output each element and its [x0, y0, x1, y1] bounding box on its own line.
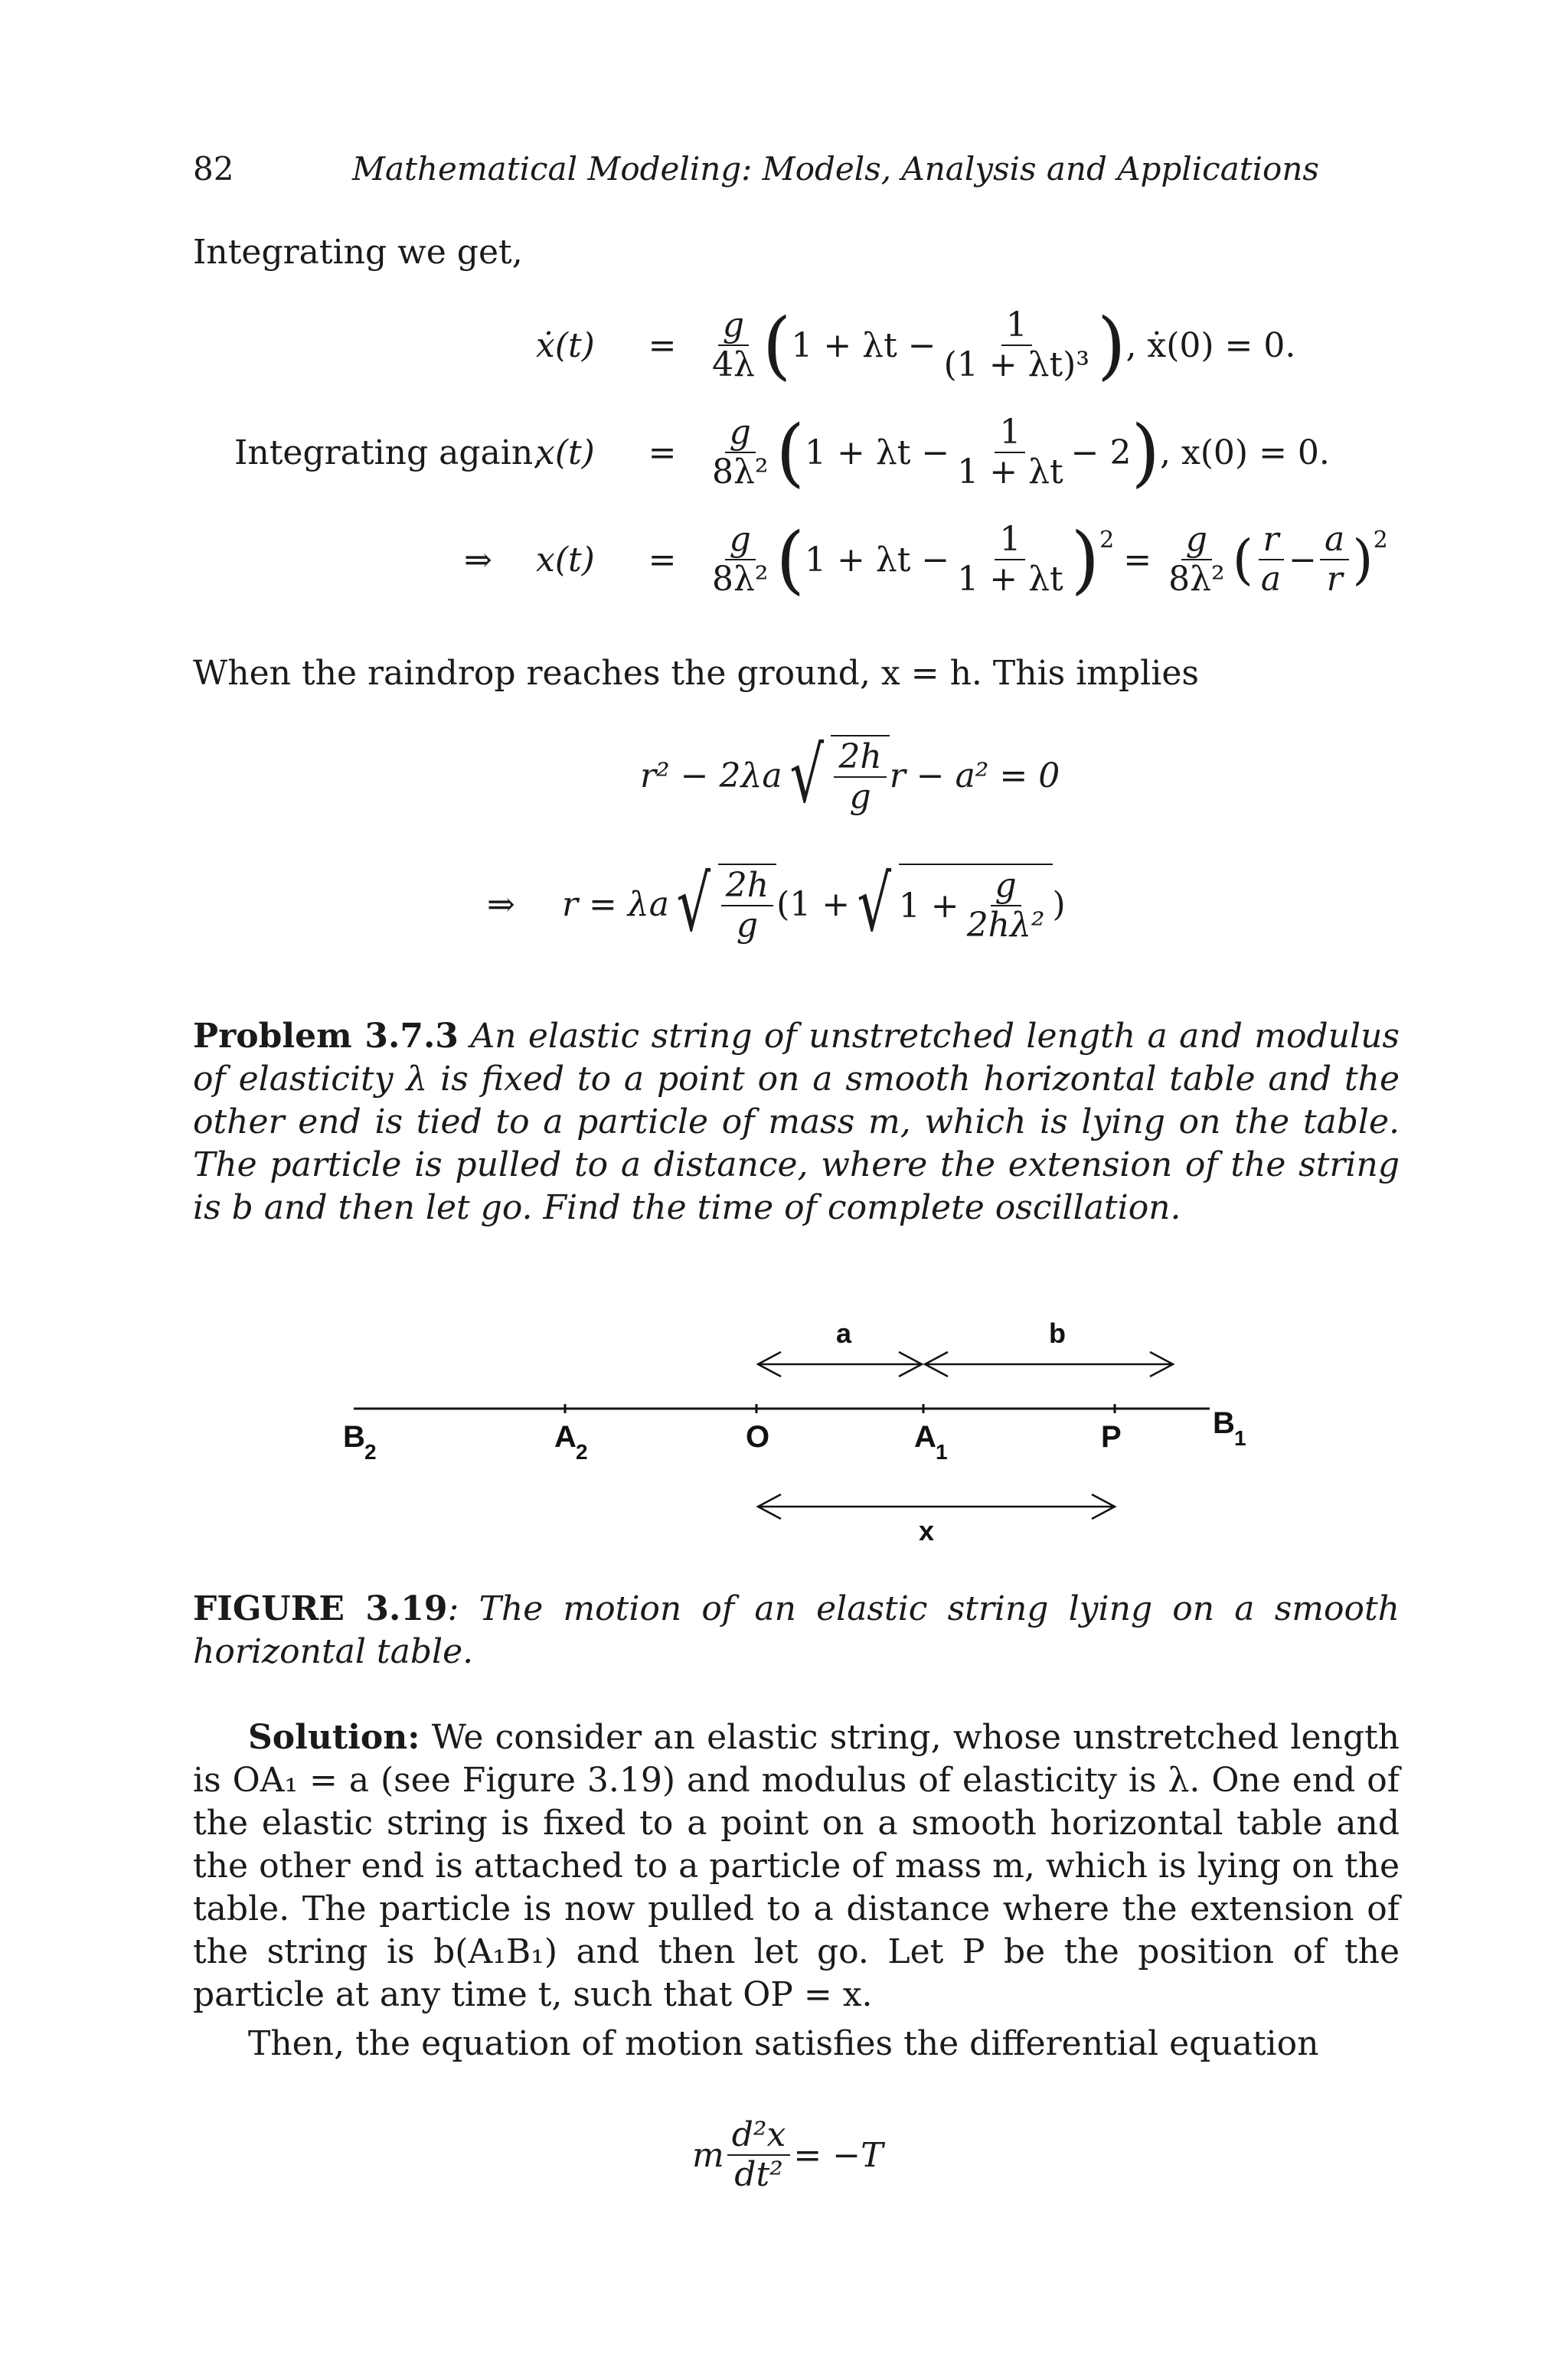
- caption-text: : The motion of an elastic string lying on a smooth horizontal table.: [193, 1589, 1400, 1671]
- intro-text: Integrating we get,: [193, 233, 523, 272]
- eq3-pre: 1 + λt −: [804, 540, 950, 580]
- equation-r-solution: ⇒ r = λa √ $\frac{2h}{g}$ (1 + √ 1 + $\frac{g}{\text{2hλ²}}$ ): [487, 859, 1066, 949]
- eq3-rel: =: [648, 540, 677, 580]
- solution-text: We consider an elastic string, whose unstretched length is OA₁ = a (see Figure 3.19) and modulus of elasticity is λ. One end of the elastic string is fixed to a point on a smooth horizontal table and the other end is attached to a particle of mass m, which is lying on the table. The particle is now pulled to a distance where the extension of the string is b(A₁B₁) and then let go. Let P be the position of the particle at any time t, such that OP = x.: [193, 1718, 1400, 2014]
- eq3-coef: $\frac{g}{\text{8λ²}}$: [712, 520, 769, 599]
- problem-statement: [193, 1015, 1400, 1229]
- ground-text: When the raindrop reaches the ground, x = h. This implies: [193, 654, 1199, 693]
- label-a1: A: [914, 1420, 936, 1454]
- label-b2-sub: 2: [364, 1440, 377, 1464]
- label-b1: B: [1213, 1406, 1235, 1440]
- label-a: a: [836, 1318, 852, 1349]
- running-title: Mathematical Modeling: Models, Analysis and Applications: [352, 150, 1319, 188]
- eq5-sqrt-outer: √ $\frac{2h}{g}$: [669, 864, 776, 945]
- eq3-coef2: $\frac{g}{\text{8λ²}}$: [1168, 520, 1225, 599]
- equation-quadratic: r² − 2λa √ $\frac{2h}{g}$ r − a² = 0: [640, 730, 1060, 820]
- eq2-pre: 1 + λt −: [804, 433, 950, 472]
- page-number: 82: [193, 150, 234, 188]
- label-b1-sub: 1: [1234, 1426, 1246, 1450]
- problem-label: Problem 3.7.3: [193, 1017, 459, 1056]
- label-b: b: [1049, 1318, 1066, 1349]
- caption-label: FIGURE 3.19: [193, 1589, 448, 1628]
- eq2-frac: $\frac{1}{1 + \lambda t}$: [957, 413, 1063, 491]
- label-o: O: [746, 1420, 770, 1454]
- eq3-frac: $\frac{1}{1 + \lambda t}$: [957, 520, 1063, 599]
- label-p: P: [1101, 1420, 1122, 1454]
- label-a1-sub: 1: [936, 1440, 948, 1464]
- label-a2-sub: 2: [576, 1440, 588, 1464]
- eq2-coef: $\frac{g}{\text{8λ²}}$: [712, 413, 769, 491]
- equation-motion: m $\frac{\text{d²x}}{\text{dt²}}$ = −T: [692, 2115, 884, 2194]
- eq2-cond: , x(0) = 0.: [1159, 433, 1330, 472]
- label-x: x: [919, 1515, 935, 1546]
- arrow-b: [925, 1352, 1173, 1376]
- label-a2: A: [554, 1420, 577, 1454]
- figure-caption: [193, 1588, 1400, 1674]
- eq4-sqrt: √ $\frac{2h}{g}$: [782, 735, 890, 816]
- equation-x-integrated: Integrating again, x(t) = $\frac{g}{\text{8λ²}}$ ( 1 + λt − $\frac{1}{1 + \lambda t}$ − 2 ) , x(0) = 0.: [234, 410, 1330, 495]
- figure-3-19: [322, 1301, 1317, 1562]
- eq2-lhs: x(t): [536, 433, 595, 472]
- then-text: Then, the equation of motion satisfies the differential equation: [248, 2024, 1319, 2063]
- label-b2: B: [343, 1420, 365, 1454]
- eq2-label: Integrating again,: [234, 433, 544, 472]
- eq1-coef: $\frac{g}{4\lambda}$: [712, 305, 755, 384]
- equation-xdot: ẋ(t) = $\frac{g}{4\lambda}$ ( 1 + λt − $\frac{1}{\text{(1 + λt)³}}$ ) , ẋ(0) = 0.: [536, 302, 1296, 388]
- arrow-x: [758, 1494, 1115, 1519]
- equation-x-final: ⇒ x(t) = $\frac{g}{\text{8λ²}}$ ( 1 + λt − $\frac{1}{1 + \lambda t}$ ) $^2$ = $\frac{g}{\text{8λ²}}$ ( $\frac{r}{a}$ − $\frac{a}{r}$ ) $^2$: [464, 517, 1388, 602]
- eq1-cond: , ẋ(0) = 0.: [1125, 325, 1296, 365]
- eq2-post: − 2: [1070, 433, 1132, 472]
- eq1-rel: =: [648, 325, 677, 365]
- eq1-pre: 1 + λt −: [791, 325, 936, 365]
- eq1-lhs: ẋ(t): [536, 325, 595, 365]
- solution-paragraph: [193, 1716, 1400, 2016]
- eq3-arrow: ⇒: [464, 540, 492, 580]
- eq3-lhs: x(t): [536, 540, 595, 580]
- eq1-frac: $\frac{1}{\text{(1 + λt)³}}$: [943, 305, 1089, 384]
- solution-label: Solution:: [248, 1718, 420, 1757]
- eq5-sqrt-inner: √ 1 + $\frac{g}{\text{2hλ²}}$: [850, 864, 1052, 945]
- eq2-rel: =: [648, 433, 677, 472]
- problem-text: An elastic string of unstretched length a and modulus of elasticity λ is fixed to a point on a smooth horizontal table and the other end is tied to a particle of mass m, which is lying on the table. The particle is pulled to a distance, where the extension of the string is b and then let go. Find the time of complete oscillation.: [193, 1017, 1400, 1227]
- arrow-a: [758, 1352, 922, 1376]
